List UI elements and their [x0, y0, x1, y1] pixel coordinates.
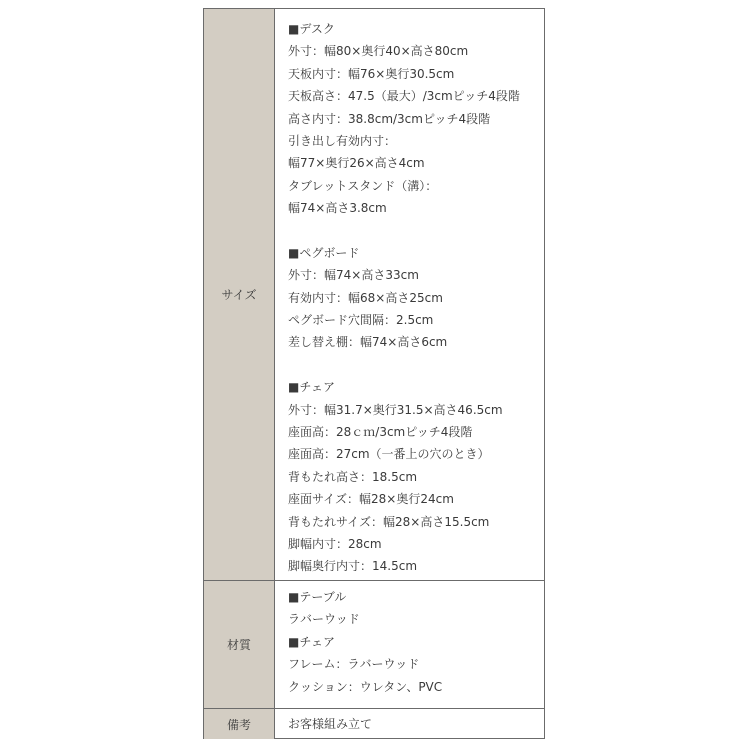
material-line: ■テーブル: [288, 590, 347, 604]
size-line: 幅74×高さ3.8cm: [288, 201, 387, 216]
size-line: タブレットスタンド（溝）：: [288, 178, 438, 193]
material-label: 材質: [204, 581, 275, 708]
size-line: 座面サイズ：幅28×奥行24cm: [288, 492, 454, 507]
size-line: 高さ内寸：38.8cm/3cmピッチ4段階: [288, 111, 491, 126]
size-line: ■チェア: [288, 380, 335, 395]
size-line: 有効内寸：幅68×高さ25cm: [288, 290, 443, 305]
material-row: [204, 580, 544, 708]
material-line: フレーム：ラバーウッド: [288, 657, 420, 672]
material-line: ■チェア: [288, 634, 335, 649]
material-line: ラバーウッド: [288, 612, 360, 627]
size-line: 幅77×奥行26×高さ4cm: [288, 156, 425, 171]
size-line: 背もたれサイズ：幅28×高さ15.5cm: [288, 514, 490, 529]
size-line: 外寸：幅31.7×奥行31.5×高さ46.5cm: [288, 402, 503, 417]
size-row: [204, 9, 544, 580]
size-line: 座面高：28ｃｍ/3cmピッチ4段階: [288, 425, 473, 440]
size-line: 座面高：27cm（一番上の穴のとき）: [288, 447, 490, 462]
notes-row: [204, 708, 544, 739]
size-label: サイズ: [204, 9, 275, 580]
spec-table: [203, 8, 545, 739]
notes-values: [274, 709, 544, 739]
size-values: [274, 9, 544, 580]
material-values: [274, 581, 544, 708]
notes-line: お客様組み立て: [288, 717, 373, 731]
material-line: クッション：ウレタン、PVC: [288, 679, 443, 694]
size-line: 差し替え棚：幅74×高さ6cm: [288, 335, 448, 350]
size-line: 天板高さ：47.5（最大）/3cmピッチ4段階: [288, 89, 520, 104]
size-line: 脚幅奥行内寸：14.5cm: [288, 559, 418, 574]
size-line: 背もたれ高さ：18.5cm: [288, 469, 418, 484]
size-line: 外寸：幅74×高さ33cm: [288, 268, 419, 283]
size-line: ■ペグボード: [288, 245, 360, 260]
size-line: 天板内寸：幅76×奥行30.5cm: [288, 66, 455, 81]
size-line: ■デスク: [288, 22, 335, 36]
size-line: 引き出し有効内寸：: [288, 133, 397, 148]
size-line: 脚幅内寸：28cm: [288, 536, 382, 551]
size-line: 外寸：幅80×奥行40×高さ80cm: [288, 44, 469, 59]
notes-label: 備考: [204, 709, 275, 739]
size-line: ペグボード穴間隔：2.5cm: [288, 313, 434, 328]
size-line-spacer: [288, 354, 544, 376]
size-line-spacer: [288, 220, 544, 242]
